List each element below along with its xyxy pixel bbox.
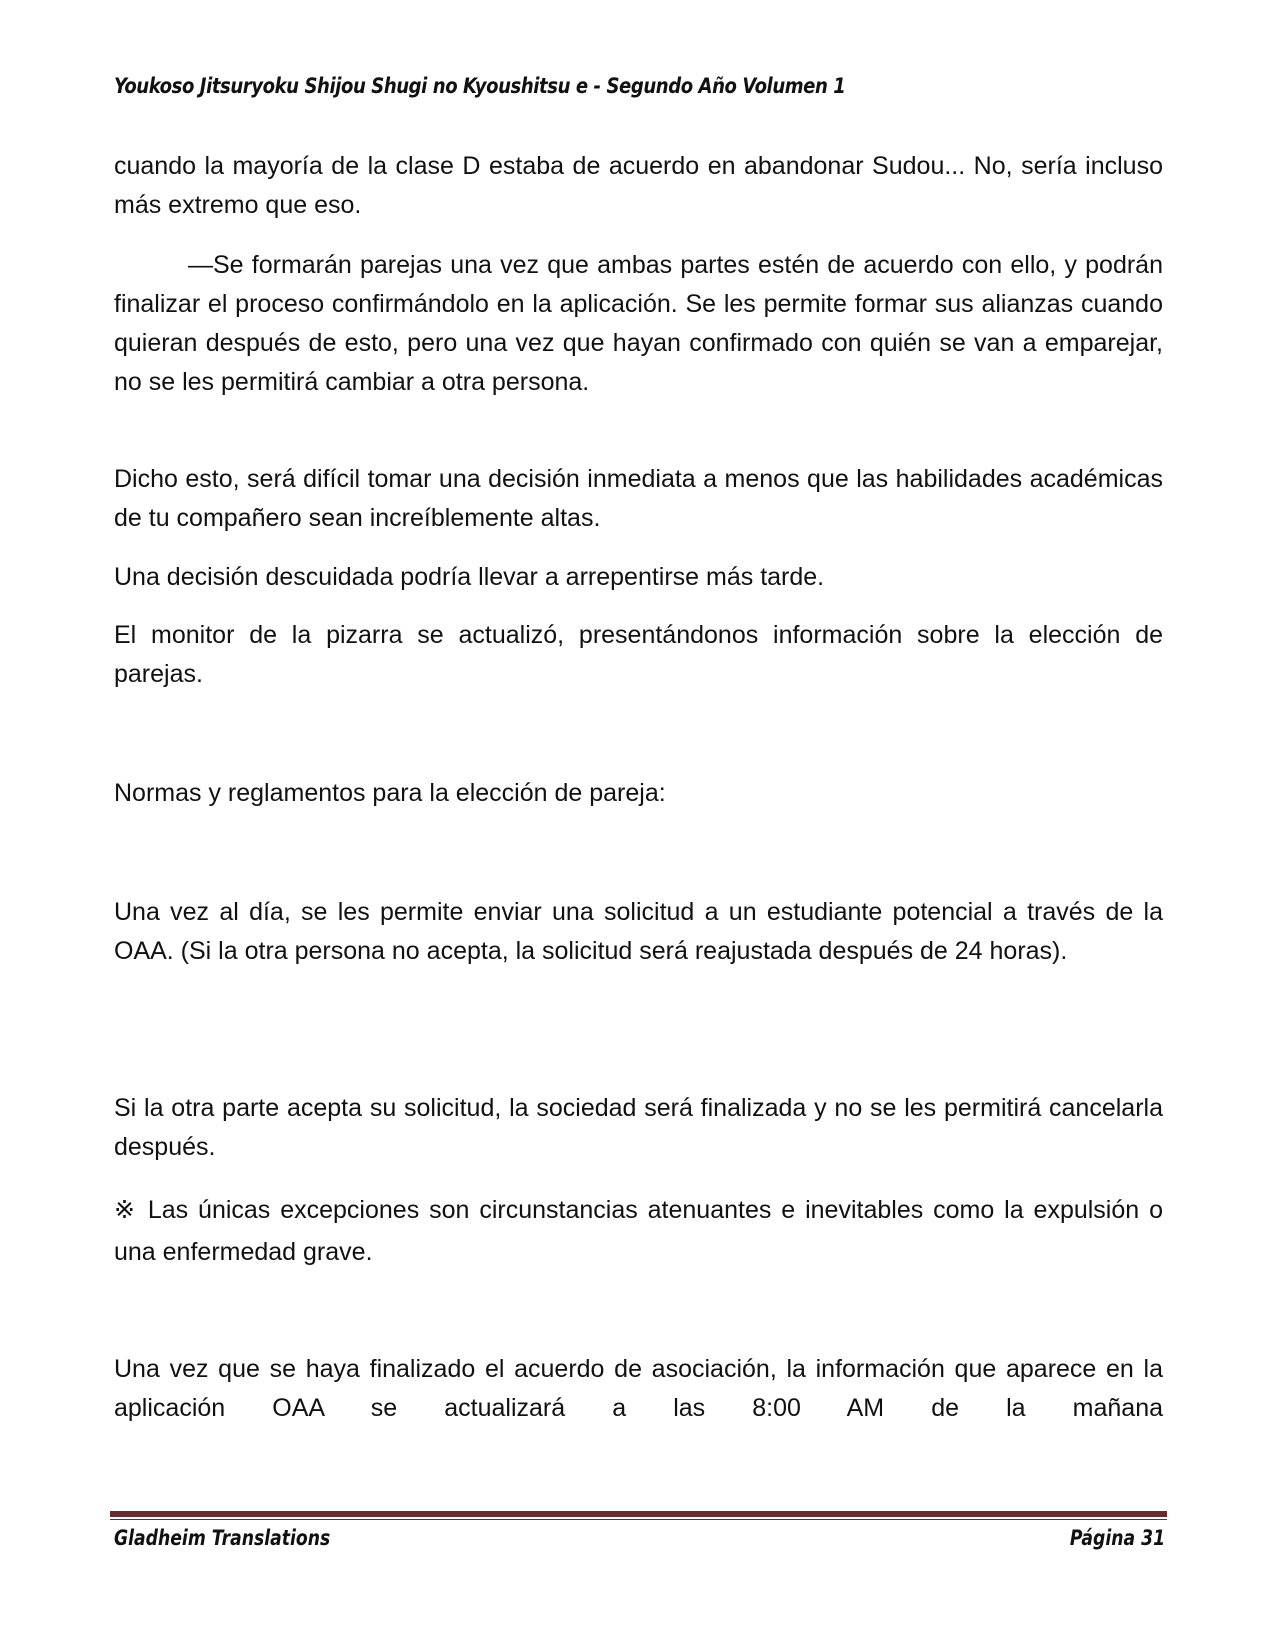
paragraph: Dicho esto, será difícil tomar una decisión inmediata a menos que las habilidades académicas de tu compañero sean increíblemente altas. — [114, 465, 1163, 532]
rule-item: Una vez que se haya finalizado el acuerdo de asociación, la información que aparece en la aplicación OAA se actualizará a las 8:00 AM de la mañana — [114, 1355, 1163, 1422]
section-heading: Normas y reglamentos para la elección de pareja: — [114, 779, 666, 807]
paragraph: —Se formarán parejas una vez que ambas partes estén de acuerdo con ello, y podrán finalizar el proceso confirmándolo en la aplicación. Se les permite formar sus alianzas cuando quieran después de esto, pero una vez que hayan confirmado con quién se van a emparejar, no se les permitirá cambiar a otra persona. — [114, 251, 1163, 396]
running-header: Youkoso Jitsuryoku Shijou Shugi no Kyoushitsu e - Segundo Año Volumen 1 — [114, 74, 846, 98]
footer-rule-thin — [110, 1519, 1167, 1520]
page-number: Página 31 — [1069, 1526, 1165, 1550]
footer-credit: Gladheim Translations — [114, 1526, 331, 1550]
rule-item: Una vez al día, se les permite enviar una solicitud a un estudiante potencial a través de la OAA. (Si la otra persona no acepta, la solicitud será reajustada después de 24 horas). — [114, 898, 1163, 965]
rule-item: Si la otra parte acepta su solicitud, la sociedad será finalizada y no se les permitirá cancelarla después. — [114, 1094, 1163, 1161]
paragraph: El monitor de la pizarra se actualizó, presentándonos información sobre la elección de parejas. — [114, 621, 1163, 688]
paragraph: Una decisión descuidada podría llevar a arrepentirse más tarde. — [114, 563, 825, 591]
rule-note: ※ Las únicas excepciones son circunstancias atenuantes e inevitables como la expulsión o una enfermedad grave. — [114, 1196, 1163, 1266]
paragraph: cuando la mayoría de la clase D estaba de acuerdo en abandonar Sudou... No, sería incluso más extremo que eso. — [114, 152, 1163, 219]
footer-rule — [110, 1511, 1167, 1517]
